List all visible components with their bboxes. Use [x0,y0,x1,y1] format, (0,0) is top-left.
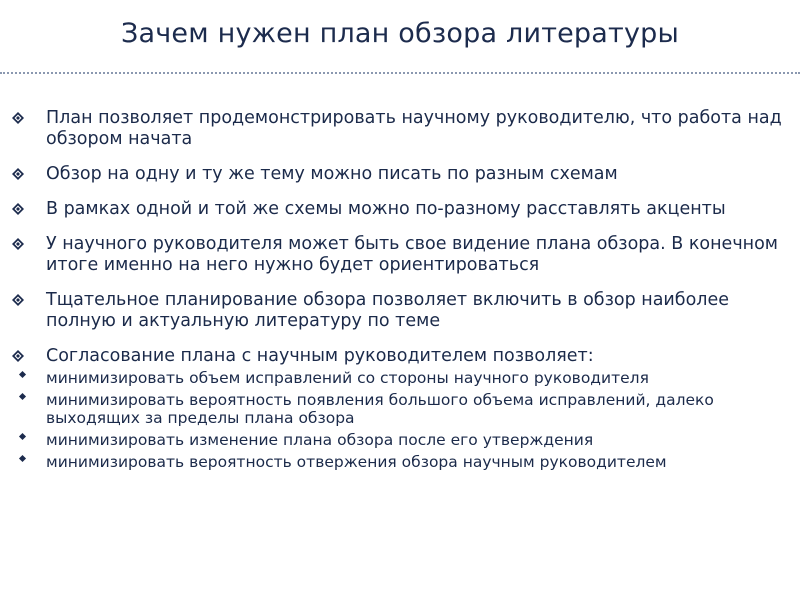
bullet-item [8,346,798,367]
diamond-bullet-icon [12,350,24,362]
subbullet-text: минимизировать вероятность появления большого объема исправлений, далеко выходящих за пределы плана обзора [46,391,714,427]
bullet-list [8,108,798,475]
bullet-item [8,199,798,220]
bullet-item [8,234,798,276]
bullet-item [8,290,798,332]
subbullet-item [8,391,798,427]
small-diamond-icon [19,455,26,462]
subbullet-item [8,453,798,471]
slide-title: Зачем нужен план обзора литературы [121,18,679,49]
title-divider [0,72,800,74]
small-diamond-icon [19,371,26,378]
bullet-text: В рамках одной и той же схемы можно по-разному расставлять акценты [46,199,726,219]
diamond-bullet-icon [12,112,24,124]
subbullet-text: минимизировать объем исправлений со стороны научного руководителя [46,369,649,387]
bullet-item [8,164,798,185]
small-diamond-icon [19,433,26,440]
subbullet-text: минимизировать вероятность отвержения обзора научным руководителем [46,453,667,471]
bullet-text: Обзор на одну и ту же тему можно писать по разным схемам [46,164,618,184]
diamond-bullet-icon [12,203,24,215]
bullet-item [8,108,798,150]
small-diamond-icon [19,393,26,400]
bullet-text: Согласование плана с научным руководителем позволяет: [46,346,594,366]
bullet-text: Тщательное планирование обзора позволяет включить в обзор наиболее полную и актуальную литературу по теме [46,290,730,331]
bullet-text: У научного руководителя может быть свое видение плана обзора. В конечном итоге именно на него нужно будет ориентироваться [46,234,779,275]
subbullet-item [8,369,798,387]
subbullet-item [8,431,798,449]
diamond-bullet-icon [12,294,24,306]
bullet-text: План позволяет продемонстрировать научному руководителю, что работа над обзором начата [46,108,782,149]
diamond-bullet-icon [12,238,24,250]
diamond-bullet-icon [12,168,24,180]
subbullet-text: минимизировать изменение плана обзора после его утверждения [46,431,594,449]
